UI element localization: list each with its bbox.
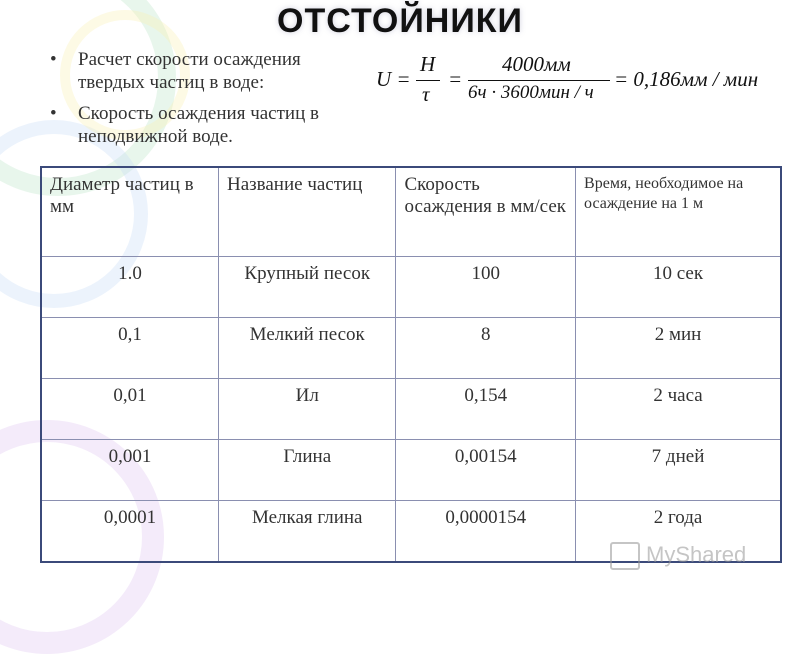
formula-result: = 0,186мм / мин <box>614 67 759 91</box>
table-cell: 7 дней <box>576 440 781 501</box>
bullet-item <box>50 48 360 94</box>
bullet-dot-icon: • <box>50 49 57 70</box>
formula-fraction1-denominator: τ <box>422 82 430 106</box>
table-header-row <box>41 167 781 257</box>
presentation-icon <box>610 542 640 570</box>
column-header: Название частиц <box>218 167 396 257</box>
settling-velocity-formula <box>370 50 770 110</box>
bullet-dot-icon: • <box>50 103 57 124</box>
fraction-bar <box>416 80 440 81</box>
bullet-item <box>50 102 360 148</box>
table-cell: 8 <box>396 318 576 379</box>
table-cell: 0,0000154 <box>396 501 576 563</box>
formula-lhs: U = <box>376 67 411 91</box>
column-header: Время, необходимое на осаждение на 1 м <box>576 167 781 257</box>
table-cell: 1.0 <box>41 257 218 318</box>
table-cell: 100 <box>396 257 576 318</box>
table-cell: 0,154 <box>396 379 576 440</box>
table-cell: 0,1 <box>41 318 218 379</box>
table-cell: Глина <box>218 440 396 501</box>
table-cell: 0,01 <box>41 379 218 440</box>
table-cell: 0,0001 <box>41 501 218 563</box>
sedimentation-table <box>40 166 782 563</box>
formula-equals: = <box>448 67 463 91</box>
page-title: ОТСТОЙНИКИ <box>277 2 523 40</box>
table-cell: 2 года <box>576 501 781 563</box>
table-cell: 2 часа <box>576 379 781 440</box>
formula-fraction1-numerator: H <box>420 52 436 76</box>
fraction-bar <box>468 80 610 81</box>
watermark-text: MyShared <box>646 542 747 567</box>
table-row <box>41 318 781 379</box>
formula-fraction2-denominator: 6ч · 3600мин / ч <box>468 82 594 103</box>
table-cell: 0,00154 <box>396 440 576 501</box>
table-cell: 2 мин <box>576 318 781 379</box>
table-cell: Крупный песок <box>218 257 396 318</box>
table-cell: 10 сек <box>576 257 781 318</box>
table-cell: Ил <box>218 379 396 440</box>
table-cell: Мелкий песок <box>218 318 396 379</box>
table-row <box>41 257 781 318</box>
column-header: Диаметр частиц в мм <box>41 167 218 257</box>
table-cell: Мелкая глина <box>218 501 396 563</box>
table-row <box>41 440 781 501</box>
formula-fraction2-numerator: 4000мм <box>502 52 571 76</box>
watermark <box>610 538 780 574</box>
table-cell: 0,001 <box>41 440 218 501</box>
bullet-list <box>50 48 360 156</box>
bullet-text: Расчет скорости осаждения твердых частиц в воде: <box>78 49 301 93</box>
table-row <box>41 379 781 440</box>
bullet-text: Скорость осаждения частиц в неподвижной воде. <box>78 103 319 147</box>
column-header: Скорость осаждения в мм/сек <box>396 167 576 257</box>
